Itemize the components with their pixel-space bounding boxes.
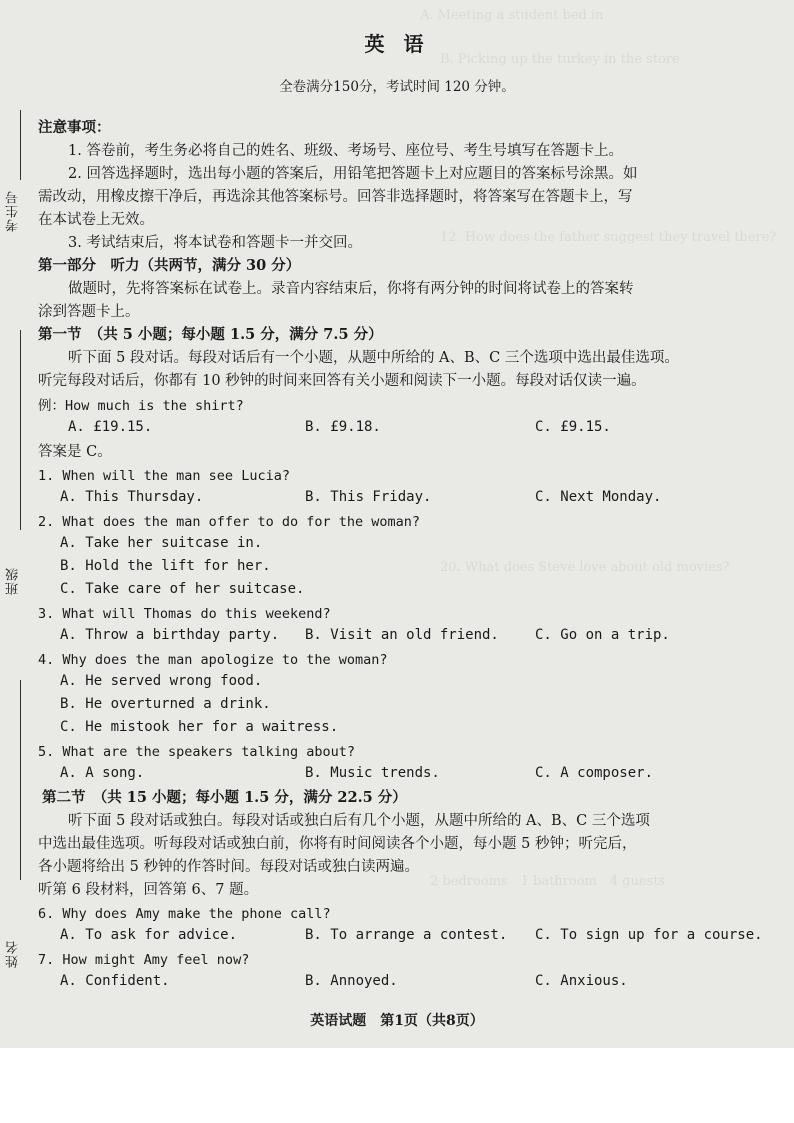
section1-instruction: 听完每段对话后，你都有 10 秒钟的时间来回答有关小题和阅读下一小题。每段对话仅读一遍。 <box>38 373 646 389</box>
section2-instruction: 中选出最佳选项。听每段对话或独白前，你将有时间阅读各个小题，每小题 5 秒钟；听完后， <box>38 836 637 852</box>
example-option-b: B. £9.18. <box>305 419 381 435</box>
section2-instruction: 听下面 5 段对话或独白。每段对话或独白后有几个小题，从题中所给的 A、B、C 三个选项 <box>68 813 650 829</box>
option-c: C. Go on a trip. <box>535 627 670 643</box>
option-c: C. He mistook her for a waitress. <box>60 719 339 735</box>
margin-label-candidate-number: 考生号 <box>6 190 21 232</box>
option-a: A. He served wrong food. <box>60 673 263 689</box>
bleed-through-text: 12. How does the father suggest they travel there? <box>440 230 777 245</box>
page-footer: 英语试题 第1页（共8页） <box>310 1013 484 1029</box>
notes-heading: 注意事项： <box>38 119 111 136</box>
margin-label-name: 姓名 <box>6 940 21 968</box>
margin-rule <box>20 680 21 880</box>
bleed-through-text: 20. What does Steve love about old movies? <box>440 560 730 575</box>
margin-rule <box>20 330 21 530</box>
section2-material: 听第 6 段材料，回答第 6、7 题。 <box>38 882 259 898</box>
option-a: A. Confident. <box>60 973 170 989</box>
question-stem: 5. What are the speakers talking about? <box>38 744 355 760</box>
section2-heading: 第二节 （共 15 小题；每小题 1.5 分，满分 22.5 分） <box>42 789 407 806</box>
exam-subtitle: 全卷满分150分，考试时间 120 分钟。 <box>279 79 515 95</box>
notes-item: 在本试卷上无效。 <box>38 212 154 228</box>
option-b: B. Visit an old friend. <box>305 627 499 643</box>
notes-item: 3. 考试结束后，将本试卷和答题卡一并交回。 <box>68 235 362 251</box>
question-stem: 2. What does the man offer to do for the woman? <box>38 514 421 530</box>
part1-heading: 第一部分 听力（共两节，满分 30 分） <box>38 257 301 274</box>
section1-heading: 第一节 （共 5 小题；每小题 1.5 分，满分 7.5 分） <box>38 326 383 343</box>
example-answer: 答案是 C。 <box>38 444 112 460</box>
bleed-through-text: B. Picking up the turkey in the store <box>440 52 680 67</box>
option-b: B. Annoyed. <box>305 973 398 989</box>
option-c: C. A composer. <box>535 765 654 781</box>
option-c: C. Anxious. <box>535 973 628 989</box>
question-stem: 7. How might Amy feel now? <box>38 952 250 968</box>
question-stem: 6. Why does Amy make the phone call? <box>38 906 331 922</box>
option-a: A. To ask for advice. <box>60 927 238 943</box>
margin-label-class: 班级 <box>6 567 21 595</box>
part1-intro: 涂到答题卡上。 <box>38 304 140 320</box>
section1-instruction: 听下面 5 段对话。每段对话后有一个小题，从题中所给的 A、B、C 三个选项中选出最佳选项。 <box>68 350 679 366</box>
bleed-through-text: 2 bedrooms 1 bathroom 4 guests <box>430 874 666 889</box>
question-stem: 4. Why does the man apologize to the woman? <box>38 652 388 668</box>
example-question: 例：How much is the shirt? <box>38 398 244 414</box>
section2-instruction: 各小题将给出 5 秒钟的作答时间。每段对话或独白读两遍。 <box>38 859 419 875</box>
option-b: B. He overturned a drink. <box>60 696 271 712</box>
question-stem: 3. What will Thomas do this weekend? <box>38 606 331 622</box>
option-c: C. Next Monday. <box>535 489 662 505</box>
example-option-a: A. £19.15. <box>68 419 153 435</box>
bleed-through-text: A. Meeting a student bed in <box>420 8 604 23</box>
notes-item: 1. 答卷前，考生务必将自己的姓名、班级、考场号、座位号、考生号填写在答题卡上。 <box>68 143 623 159</box>
option-a: A. Take her suitcase in. <box>60 535 263 551</box>
page-title: 英 语 <box>364 32 430 56</box>
part1-intro: 做题时，先将答案标在试卷上。录音内容结束后，你将有两分钟的时间将试卷上的答案转 <box>68 281 634 297</box>
option-a: A. This Thursday. <box>60 489 204 505</box>
example-option-c: C. £9.15. <box>535 419 611 435</box>
option-c: C. To sign up for a course. <box>535 927 763 943</box>
option-b: B. To arrange a contest. <box>305 927 508 943</box>
option-a: A. Throw a birthday party. <box>60 627 280 643</box>
notes-item: 需改动，用橡皮擦干净后，再选涂其他答案标号。回答非选择题时，将答案写在答题卡上，写 <box>38 189 633 205</box>
option-b: B. This Friday. <box>305 489 432 505</box>
option-c: C. Take care of her suitcase. <box>60 581 305 597</box>
question-stem: 1. When will the man see Lucia? <box>38 468 290 484</box>
notes-item: 2. 回答选择题时，选出每小题的答案后，用铅笔把答题卡上对应题目的答案标号涂黑。如 <box>68 166 638 182</box>
margin-rule <box>20 110 21 180</box>
option-a: A. A song. <box>60 765 145 781</box>
option-b: B. Music trends. <box>305 765 440 781</box>
option-b: B. Hold the lift for her. <box>60 558 271 574</box>
